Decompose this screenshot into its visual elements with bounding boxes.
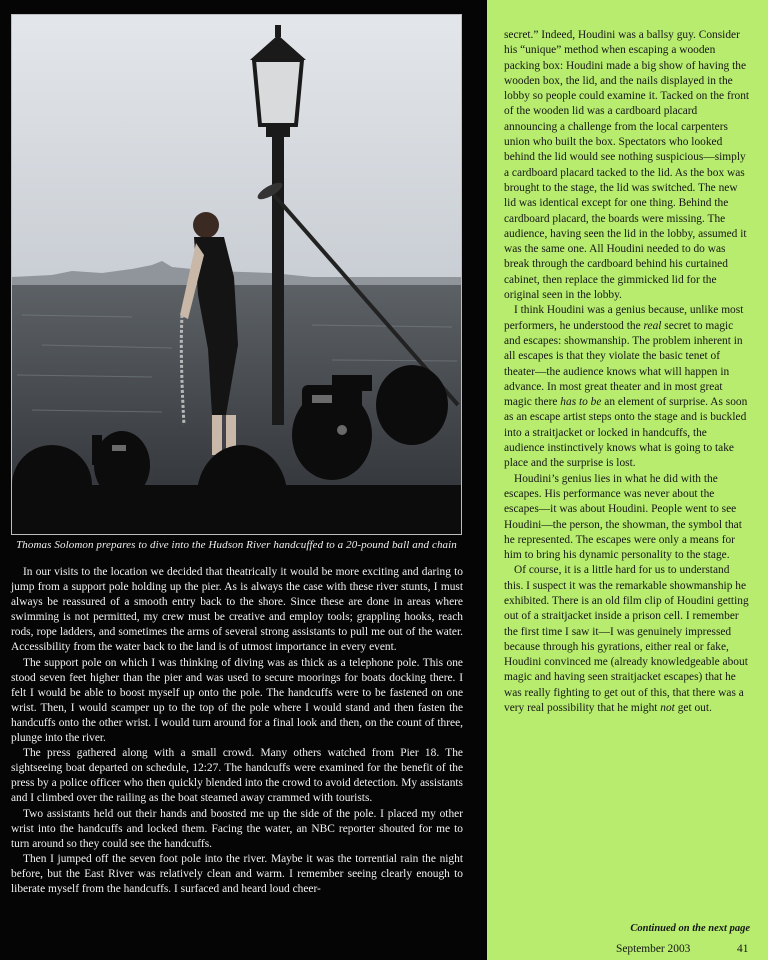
main-story [11,565,463,897]
sky [12,15,462,283]
page-number: 41 [737,943,749,955]
sidebar-paragraph: Houdini’s genius lies in what he did with the escapes. His performance was never about the escapes—it was about Houdini. People went to see Houdini—the person, the showman, the symbol that he represented. The escapes were only a means for him to bring his dynamic personality to the stage. [504,472,742,562]
sidebar-text [504,28,750,716]
sidebar-emphasis: not [660,702,675,715]
story-paragraph: The press gathered along with a small crowd. Many others watched from Pier 18. The sightseeing boat departed on schedule, 12:27. The handcuffs were examined for the benefit of the press by a police officer who then quickly blended into the crowd to avoid detection. My assistants and I climbed over the railing as the boat steamed away crammed with tourists. [11,747,463,805]
sidebar-text-run: secret to magic and escapes: showmanship. The problem inherent in all escapes is that they violate the basic tenet of theater—the audience knows what will happen in advance. In most great theater and in most great magic there [504,319,743,409]
sidebar-text-run: I think Houdini was a genius because, unlike most performers, he understood the [504,304,744,332]
story-paragraph: In our visits to the location we decided that theatrically it would be more exciting and daring to jump from a support pole holding up the pier. As is always the case with these river stunts, I must always be reassured of a smooth entry back to the shore. Since these are done in areas where swimming is not permitted, my crew must be creative and employ tools; grappling hooks, reach rods, rope ladders, and sometimes the arms of several strong assistants to pull me out of the water. Accessibility from the water back to the land is of utmost importance in every event. [11,566,463,654]
sidebar-panel [487,0,768,960]
sidebar-text-run: Of course, it is a little hard for us to understand this. I suspect it was the remarkable showmanship he exhibited. There is an old film clip of Houdini getting out of a straitjacket inside a prison cell. I remember the first time I saw it—I was genuinely impressed because through his gyrations, either real or fake, Houdini convinced me (already knowledgeable about magic and having seen straitjacket escapes) that he was really fighting to get out of this, that there was a very real possibility that he might [504,564,749,715]
sidebar-paragraph [504,303,750,471]
story-paragraph: Then I jumped off the seven foot pole into the river. Maybe it was the torrential rain the night before, but the East River was relatively clean and warm. I remember seeing clearly enough to liberate myself from the handcuffs. I surfaced and heard loud cheer- [11,852,463,895]
story-paragraph: Two assistants held out their hands and boosted me up the side of the pole. I placed my other wrist into the handcuffs and locked them. Facing the water, an NBC reporter shouted for me to turn around so they could see the handcuffs. [11,807,463,850]
page-footer [487,943,768,959]
sidebar-paragraph [504,563,750,716]
sidebar-paragraph: secret.” Indeed, Houdini was a ballsy guy. Consider his “unique” method when escaping a wooden packing box: Houdini made a big show of having the wooden box, the lid, and the nails displayed in the lobby so people could examine it. Tacked on the front of the wooden lid was a cardboard placard announcing a challenge from the local carpenters union who built the box. Spectators who looked behind the lid would see nothing suspicious—simply a cardboard placard tacked to the lid. As the box was brought to the stage, the lid was switched. The new lid was identical except for one thing. Behind the cardboard placard, the boards were missing. The audience, having seen the lid in the lobby, assumed it was the same one. All Houdini needed to do was break through the cardboard behind his curtained cabinet, then replace the gimmicked lid for the original seen in the lobby. [504,29,750,302]
issue-date: September 2003 [616,943,691,955]
continued-note: Continued on the next page [630,923,750,934]
sidebar-emphasis: real [643,319,662,332]
sidebar-emphasis: has to be [560,396,602,409]
story-paragraph: The support pole on which I was thinking of diving was as thick as a telephone pole. This one stood seven feet higher than the pier and was used to secure moorings for boats docking there. I felt I would be able to boost myself up onto the pole. The handcuffs were to be fastened on one wrist. Then, I would scamper up to the top of the pole where I would stand and then fasten the handcuffs onto the other wrist. I would turn around for a final look and then, on the count of three, plunge into the river. [11,656,463,745]
photo-illustration [12,15,462,535]
sidebar-text-run: an element of surprise. As soon as an escape artist steps onto the stage and is buckled into a straitjacket or locked in handcuffs, the audience instinctively knows what is going to take place and the surprise is lost. [504,396,748,470]
photo-caption: Thomas Solomon prepares to dive into the Hudson River handcuffed to a 20-pound ball and chain [16,539,457,551]
sidebar-text-run: get out. [674,702,712,715]
river-dive-photo [11,14,462,535]
